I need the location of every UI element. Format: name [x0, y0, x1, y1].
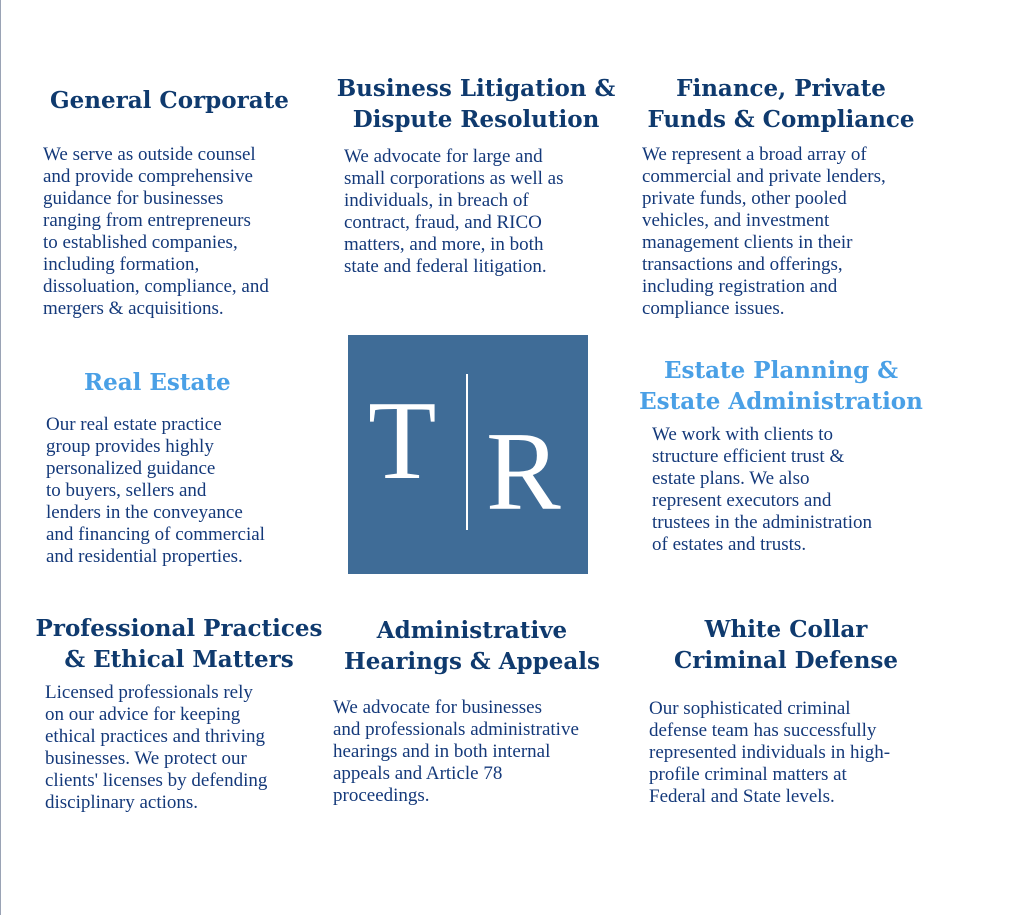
general-corporate-description: We serve as outside counsel and provide comprehensive guidance for businesses ranging from entrepreneurs to established companies, including formation, dissoluation, compliance, and mergers & acquisitions. [43, 144, 269, 319]
page-left-border [0, 0, 1, 915]
logo-letter-r: R [486, 410, 561, 534]
real-estate-description: Our real estate practice group provides highly personalized guidance to buyers, sellers and lenders in the conveyance and financing of commercial and residential properties. [46, 414, 265, 567]
general-corporate-heading: General Corporate [50, 87, 289, 114]
finance-heading: Finance, Private Funds & Compliance [647, 75, 915, 133]
logo-letter-t: T [368, 379, 437, 503]
logo-divider [466, 374, 468, 530]
tr-logo [348, 335, 588, 574]
real-estate-heading: Real Estate [84, 369, 231, 396]
professional-practices-description: Licensed professionals rely on our advice for keeping ethical practices and thriving businesses. We protect our clients' licenses by defending disciplinary actions. [45, 682, 268, 813]
white-collar-description: Our sophisticated criminal defense team has successfully represented individuals in high- profile criminal matters at Federal and State levels. [649, 698, 891, 807]
business-litigation-description: We advocate for large and small corporations as well as individuals, in breach of contract, fraud, and RICO matters, and more, in both state and federal litigation. [344, 146, 564, 277]
professional-practices-heading: Professional Practices & Ethical Matters [35, 615, 323, 673]
estate-planning-description: We work with clients to structure efficient trust & estate plans. We also represent executors and trustees in the administration of estates and trusts. [652, 424, 873, 555]
business-litigation-heading: Business Litigation & Dispute Resolution [336, 75, 616, 133]
administrative-hearings-description: We advocate for businesses and professionals administrative hearings and in both internal appeals and Article 78 proceedings. [333, 697, 579, 806]
white-collar-heading: White Collar Criminal Defense [673, 616, 898, 674]
administrative-hearings-heading: Administrative Hearings & Appeals [344, 617, 600, 675]
estate-planning-heading: Estate Planning & Estate Administration [639, 357, 923, 415]
finance-description: We represent a broad array of commercial and private lenders, private funds, other pooled vehicles, and investment management clients in their transactions and offerings, including registration and compliance issues. [642, 144, 886, 319]
